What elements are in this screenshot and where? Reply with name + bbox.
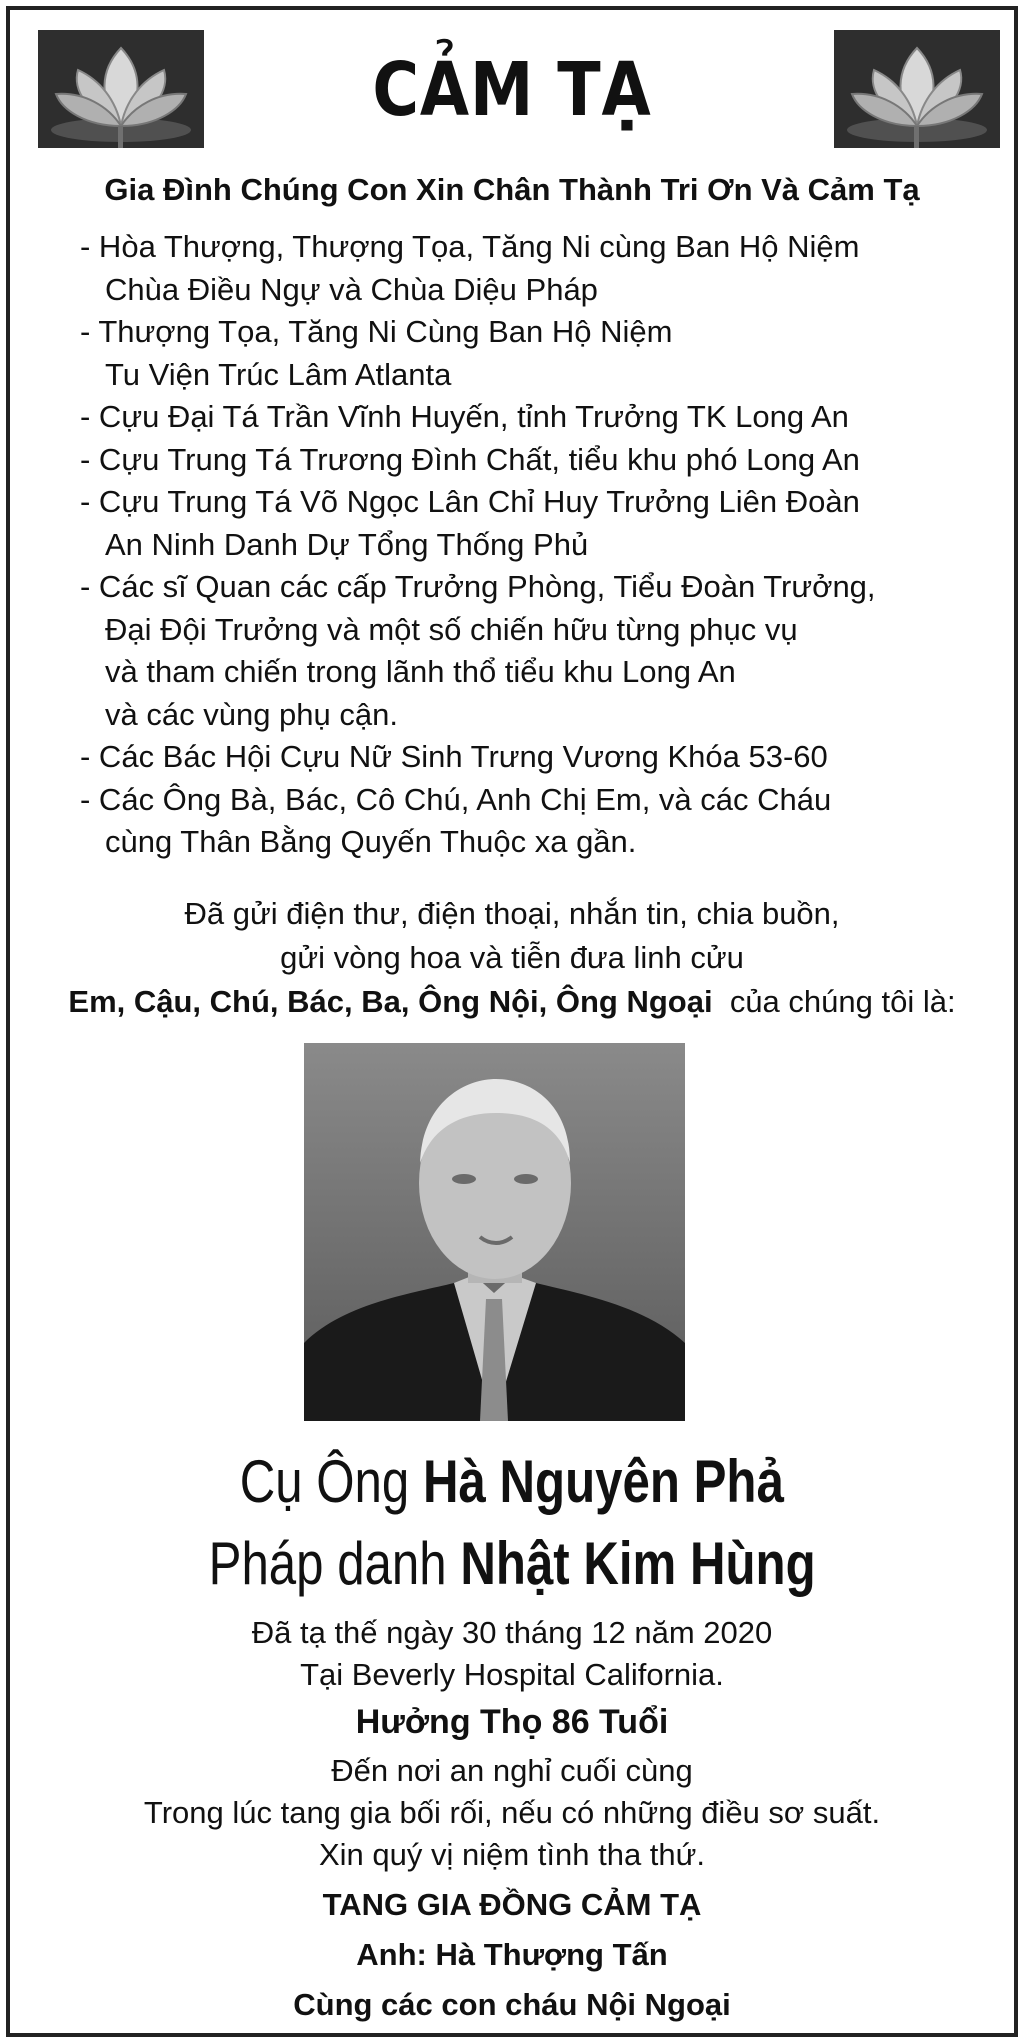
- portrait-photo: [304, 1043, 685, 1421]
- relations-suffix: của chúng tôi là:: [729, 984, 956, 1019]
- message-line: Đã gửi điện thư, điện thoại, nhắn tin, chia buồn,: [184, 896, 840, 931]
- dharma-name: Nhật Kim Hùng: [460, 1530, 816, 1597]
- list-item-continuation: cùng Thân Bằng Quyến Thuộc xa gần.: [105, 824, 637, 859]
- deceased-name-line: [0, 1442, 1024, 1522]
- closing-block: [0, 1750, 1024, 1876]
- message-block: [0, 892, 1024, 1024]
- passing-info: [0, 1612, 1024, 1696]
- list-item-continuation: An Ninh Danh Dự Tổng Thống Phủ: [105, 526, 589, 562]
- list-item-continuation: và tham chiến trong lãnh thổ tiểu khu Long An: [105, 654, 736, 689]
- dharma-prefix: Pháp danh: [208, 1530, 447, 1597]
- closing-line: Xin quý vị niệm tình tha thứ.: [318, 1837, 706, 1872]
- message-line: gửi vòng hoa và tiễn đưa linh cửu: [280, 940, 744, 975]
- dharma-name-line: [0, 1526, 1024, 1602]
- signature-block: [0, 1880, 1024, 2030]
- thanks-list: [80, 226, 980, 864]
- list-item: - Cựu Trung Tá Võ Ngọc Lân Chỉ Huy Trưởng Liên Đoàn: [80, 484, 860, 519]
- age-line: Hưởng Thọ 86 Tuổi: [355, 1703, 669, 1741]
- closing-line: Đến nơi an nghỉ cuối cùng: [331, 1753, 693, 1788]
- deceased-name: Hà Nguyên Phả: [423, 1448, 785, 1515]
- list-item-continuation: Chùa Điều Ngự và Chùa Diệu Pháp: [105, 271, 598, 307]
- list-item: - Các Ông Bà, Bác, Cô Chú, Anh Chị Em, và các Cháu: [80, 781, 832, 817]
- relations-text: Em, Cậu, Chú, Bác, Ba, Ông Nội, Ông Ngoại: [68, 984, 713, 1019]
- list-item: - Các Bác Hội Cựu Nữ Sinh Trưng Vương Khóa 53-60: [80, 739, 828, 774]
- passing-date: Đã tạ thế ngày 30 tháng 12 năm 2020: [251, 1615, 773, 1650]
- list-item-continuation: Tu Viện Trúc Lâm Atlanta: [105, 356, 452, 392]
- list-item: - Cựu Trung Tá Trương Đình Chất, tiểu khu phó Long An: [80, 441, 860, 477]
- list-item-continuation: Đại Đội Trưởng và một số chiến hữu từng phục vụ: [105, 611, 798, 647]
- signature-title: TANG GIA ĐỒNG CẢM TẠ: [322, 1887, 702, 1922]
- thanks-subtitle: Gia Đình Chúng Con Xin Chân Thành Tri Ơn Và Cảm Tạ: [104, 172, 920, 207]
- passing-place: Tại Beverly Hospital California.: [300, 1657, 724, 1692]
- list-item: - Thượng Tọa, Tăng Ni Cùng Ban Hộ Niệm: [80, 314, 673, 349]
- list-item: - Các sĩ Quan các cấp Trưởng Phòng, Tiểu Đoàn Trưởng,: [80, 569, 876, 604]
- list-item-continuation: và các vùng phụ cận.: [105, 696, 398, 732]
- page-title: CẢM TẠ: [372, 47, 652, 133]
- deceased-prefix: Cụ Ông: [239, 1448, 410, 1515]
- list-item: - Hòa Thượng, Thượng Tọa, Tăng Ni cùng Ban Hộ Niệm: [80, 229, 860, 264]
- message-line-relations: [0, 980, 1024, 1024]
- closing-line: Trong lúc tang gia bối rối, nếu có những điều sơ suất.: [143, 1795, 881, 1830]
- signature-family: Cùng các con cháu Nội Ngoại: [293, 1987, 731, 2022]
- list-item: - Cựu Đại Tá Trần Vĩnh Huyến, tỉnh Trưởng TK Long An: [80, 399, 849, 434]
- signature-name: Anh: Hà Thượng Tấn: [356, 1937, 668, 1972]
